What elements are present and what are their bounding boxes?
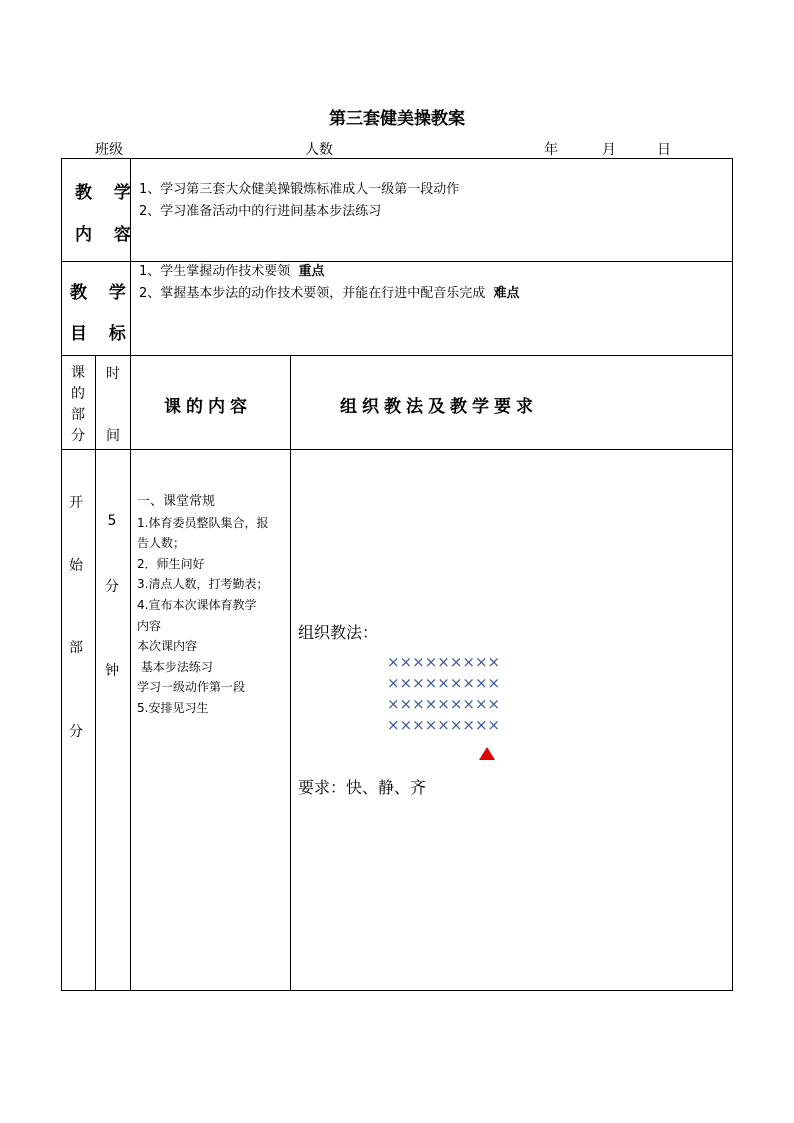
content-line: 1.体育委员整队集合，报 bbox=[137, 515, 269, 530]
goals-label-line2: 目 标 bbox=[70, 324, 134, 344]
section-time-char: 分 bbox=[105, 579, 119, 595]
content-item: 1、学习第三套大众健美操锻炼标准成人一级第一段动作 bbox=[139, 182, 460, 197]
header-part-char: 分 bbox=[71, 428, 85, 444]
count-label: 人数 bbox=[305, 142, 333, 158]
section-part-char: 部 bbox=[69, 640, 83, 656]
header-part-char: 课 bbox=[71, 365, 85, 381]
formation-row: ××××××××× bbox=[387, 674, 501, 692]
formation-row: ××××××××× bbox=[387, 695, 501, 713]
count-blank bbox=[333, 144, 389, 159]
goals-label-line1: 教 学 bbox=[70, 283, 134, 303]
header-time-char: 间 bbox=[106, 428, 120, 444]
class-label: 班级 bbox=[95, 142, 123, 158]
section-part-char: 开 bbox=[69, 495, 83, 511]
section-time-char: 5 bbox=[107, 513, 117, 529]
goal-tag-key-point: 重点 bbox=[298, 264, 325, 279]
content-line: 本次课内容 bbox=[137, 639, 198, 654]
requirement-text: 要求：快、静、齐 bbox=[298, 778, 427, 797]
year-label: 年 bbox=[544, 142, 558, 158]
header-part-char: 的 bbox=[71, 386, 85, 402]
day-label: 日 bbox=[657, 142, 671, 158]
month-label: 月 bbox=[602, 142, 616, 158]
formation-row: ××××××××× bbox=[387, 716, 501, 734]
goal-tag-difficulty: 难点 bbox=[493, 286, 520, 301]
content-line: 学习一级动作第一段 bbox=[137, 680, 246, 695]
content-line: 基本步法练习 bbox=[137, 659, 213, 674]
content-label-line2: 内 容 bbox=[75, 225, 139, 245]
section-time-char: 钟 bbox=[105, 663, 119, 679]
column-divider bbox=[95, 355, 96, 991]
document-title: 第三套健美操教案 bbox=[329, 109, 465, 129]
content-line: 内容 bbox=[137, 618, 162, 633]
goal-text: 1、学生掌握动作技术要领 bbox=[139, 264, 291, 279]
header-part-char: 部 bbox=[71, 407, 85, 423]
formation-row: ××××××××× bbox=[387, 653, 501, 671]
content-line: 3.清点人数，打考勤表； bbox=[137, 577, 269, 592]
section-content-list bbox=[137, 492, 287, 719]
content-line: 5.安排见习生 bbox=[137, 700, 209, 715]
content-item: 2、学习准备活动中的行进间基本步法练习 bbox=[139, 204, 382, 219]
content-line: 一、课堂常规 bbox=[137, 494, 216, 509]
row-divider bbox=[61, 449, 733, 450]
count-field bbox=[305, 139, 389, 159]
goal-item-1 bbox=[139, 261, 325, 283]
row-divider bbox=[61, 355, 733, 356]
method-column-header: 组织教法及教学要求 bbox=[340, 397, 538, 417]
content-line: 4.宣布本次课体育教学 bbox=[137, 597, 257, 612]
header-time-char: 时 bbox=[106, 366, 120, 382]
teacher-position-triangle-icon bbox=[479, 747, 495, 760]
goal-item-2 bbox=[139, 283, 520, 305]
goal-text: 2、掌握基本步法的动作技术要领，并能在行进中配音乐完成 bbox=[139, 286, 486, 301]
content-line: 告人数； bbox=[137, 536, 186, 551]
content-label-line1: 教 学 bbox=[75, 183, 139, 203]
method-label: 组织教法： bbox=[298, 623, 379, 642]
section-part-char: 始 bbox=[69, 558, 83, 574]
section-part-char: 分 bbox=[69, 724, 83, 740]
column-divider bbox=[290, 355, 291, 991]
content-line: 2．师生问好 bbox=[137, 556, 205, 571]
content-column-header: 课的内容 bbox=[164, 397, 252, 417]
